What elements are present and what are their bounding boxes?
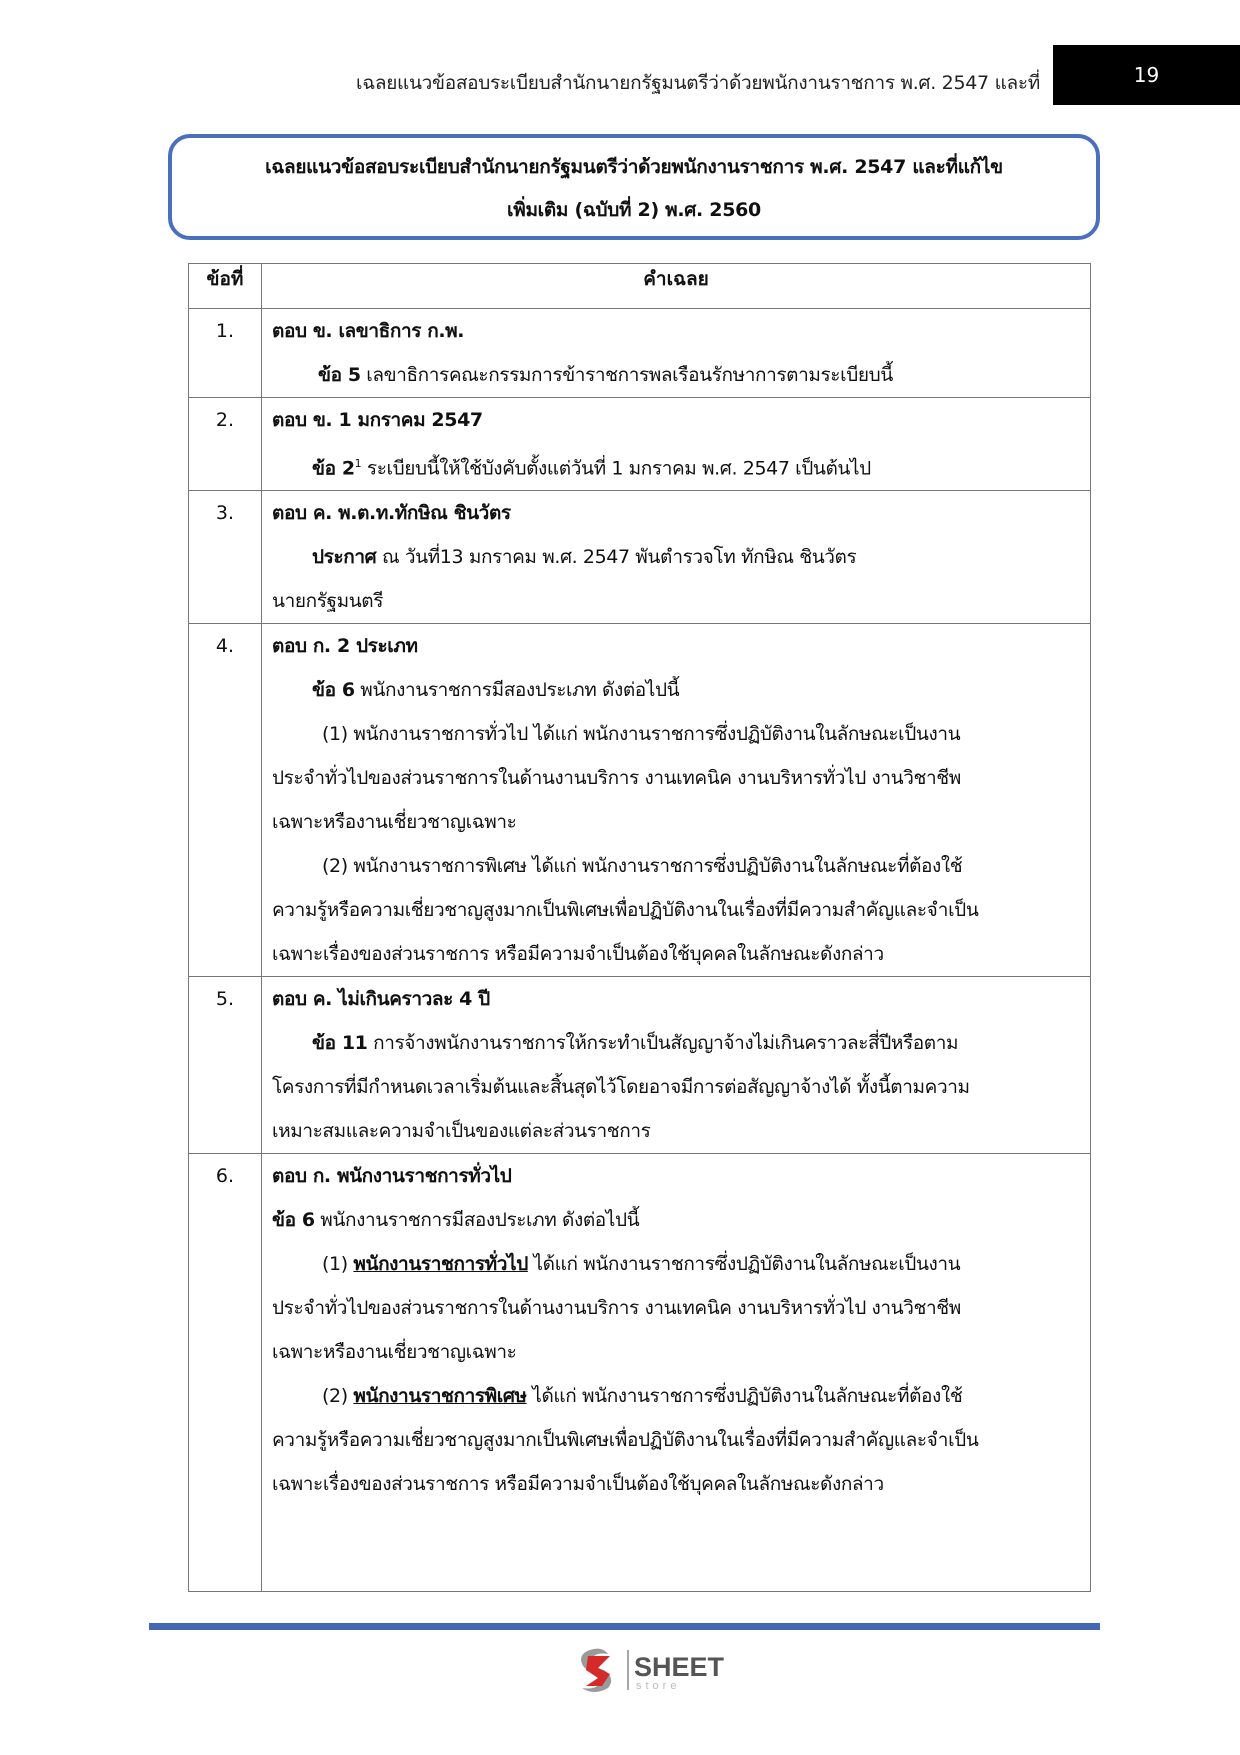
answer-cell [262, 1154, 1091, 1592]
item-number: 3. [189, 491, 262, 624]
table-header-row [189, 264, 1091, 309]
item-number: 4. [189, 624, 262, 977]
answer-line [272, 800, 1090, 844]
text: ประจำทั่วไปของส่วนราชการในด้านงานบริการ งานเทคนิค งานบริหารทั่วไป งานวิชาชีพ [272, 767, 961, 790]
bold-text: ตอบ ก. พนักงานราชการทั่วไป [272, 1165, 512, 1188]
bold-text: ตอบ ค. พ.ต.ท.ทักษิณ ชินวัตร [272, 502, 511, 525]
answer-line [272, 756, 1090, 800]
answer-line [272, 932, 1090, 976]
text: เฉพาะเรื่องของส่วนราชการ หรือมีความจำเป็นต้องใช้บุคคลในลักษณะดังกล่าว [272, 1473, 884, 1496]
answer-line [272, 1330, 1090, 1374]
logo-subtext: store [636, 1680, 681, 1692]
text: ประจำทั่วไปของส่วนราชการในด้านงานบริการ งานเทคนิค งานบริหารทั่วไป งานวิชาชีพ [272, 1297, 961, 1320]
bold-text: ตอบ ก. 2 ประเภท [272, 635, 418, 658]
answer-line [272, 977, 1090, 1021]
answer-line [272, 1418, 1090, 1462]
bold-text: ข้อ 5 [318, 364, 361, 386]
table-row [189, 398, 1091, 491]
answer-line [272, 579, 1090, 623]
text: (1) [322, 1253, 354, 1276]
answer-line [272, 353, 1090, 397]
text: ได้แก่ พนักงานราชการซึ่งปฏิบัติงานในลักษณะเป็นงาน [527, 1253, 961, 1276]
underlined-term: พนักงานราชการพิเศษ [353, 1385, 527, 1408]
bold-text: ข้อ 11 [312, 1032, 368, 1055]
text: เหมาะสมและความจำเป็นของแต่ละส่วนราชการ [272, 1120, 651, 1143]
answer-cell [262, 309, 1091, 398]
answer-line [272, 1242, 1090, 1286]
table-row [189, 624, 1091, 977]
text: 1 [354, 457, 362, 470]
answer-line [272, 398, 1090, 442]
text: ความรู้หรือความเชี่ยวชาญสูงมากเป็นพิเศษเพื่อปฏิบัติงานในเรื่องที่มีความสำคัญและจำเป็น [272, 899, 979, 922]
table-row [189, 309, 1091, 398]
answer-line [272, 1462, 1090, 1506]
answer-cell [262, 977, 1091, 1154]
text: นายกรัฐมนตรี [272, 590, 384, 613]
answer-line [272, 309, 1090, 353]
document-title-box [168, 134, 1100, 240]
answer-line [272, 1198, 1090, 1242]
answer-line [272, 712, 1090, 756]
title-line-1: เฉลยแนวข้อสอบระเบียบสำนักนายกรัฐมนตรีว่าด้วยพนักงานราชการ พ.ศ. 2547 และที่แก้ไข [265, 156, 1003, 178]
text: การจ้างพนักงานราชการให้กระทำเป็นสัญญาจ้างไม่เกินคราวละสี่ปีหรือตาม [367, 1032, 959, 1055]
text: เฉพาะหรืองานเชี่ยวชาญเฉพาะ [272, 811, 517, 834]
answer-line [272, 535, 1090, 579]
answer-table [188, 263, 1091, 1592]
text: (2) [322, 1385, 354, 1408]
text: ความรู้หรือความเชี่ยวชาญสูงมากเป็นพิเศษเพื่อปฏิบัติงานในเรื่องที่มีความสำคัญและจำเป็น [272, 1429, 979, 1452]
answer-cell [262, 398, 1091, 491]
text: โครงการที่มีกำหนดเวลาเริ่มต้นและสิ้นสุดไว้โดยอาจมีการต่อสัญญาจ้างได้ ทั้งนี้ตามความ [272, 1076, 970, 1099]
text: (1) พนักงานราชการทั่วไป ได้แก่ พนักงานราชการซึ่งปฏิบัติงานในลักษณะเป็นงาน [322, 723, 961, 746]
header-answer: คำเฉลย [262, 264, 1091, 309]
table-row [189, 1154, 1091, 1592]
answer-line [272, 1109, 1090, 1153]
item-number: 5. [189, 977, 262, 1154]
answer-line [272, 888, 1090, 932]
text: ณ วันที่13 มกราคม พ.ศ. 2547 พันตำรวจโท ทักษิณ ชินวัตร [376, 546, 857, 569]
bold-text: ข้อ 6 [312, 679, 355, 702]
bold-text: ตอบ ค. ไม่เกินคราวละ 4 ปี [272, 988, 490, 1011]
answer-cell [262, 491, 1091, 624]
text: เลขาธิการคณะกรรมการข้าราชการพลเรือนรักษาการตามระเบียบนี้ [360, 364, 893, 386]
text: (2) พนักงานราชการพิเศษ ได้แก่ พนักงานราชการซึ่งปฏิบัติงานในลักษณะที่ต้องใช้ [322, 855, 963, 878]
table-row [189, 977, 1091, 1154]
sheet-store-logo [576, 1644, 746, 1696]
bold-text: ข้อ 2 [312, 457, 355, 480]
answer-line [272, 1154, 1090, 1198]
answer-line [272, 668, 1090, 712]
running-header-title: เฉลยแนวข้อสอบระเบียบสำนักนายกรัฐมนตรีว่าด้วยพนักงานราชการ พ.ศ. 2547 และที่ [356, 72, 1040, 94]
logo-text: SHEET [634, 1652, 725, 1682]
answer-line [272, 1021, 1090, 1065]
text: พนักงานราชการมีสองประเภท ดังต่อไปนี้ [314, 1209, 640, 1232]
item-number: 1. [189, 309, 262, 398]
answer-line [272, 491, 1090, 535]
bold-text: ประกาศ [312, 546, 377, 569]
answer-line [272, 844, 1090, 888]
answer-cell [262, 624, 1091, 977]
table-row [189, 491, 1091, 624]
table-body [189, 309, 1091, 1592]
underlined-term: พนักงานราชการทั่วไป [353, 1253, 528, 1276]
bold-text: ตอบ ข. 1 มกราคม 2547 [272, 409, 483, 431]
header-item-number: ข้อที่ [189, 264, 262, 309]
answer-line [272, 1065, 1090, 1109]
bold-text: ข้อ 6 [272, 1209, 315, 1232]
answer-line [272, 624, 1090, 668]
text: พนักงานราชการมีสองประเภท ดังต่อไปนี้ [354, 679, 680, 702]
text: ได้แก่ พนักงานราชการซึ่งปฏิบัติงานในลักษณะที่ต้องใช้ [526, 1385, 963, 1408]
text: เฉพาะหรืองานเชี่ยวชาญเฉพาะ [272, 1341, 517, 1364]
text: ระเบียบนี้ให้ใช้บังคับตั้งแต่วันที่ 1 มกราคม พ.ศ. 2547 เป็นต้นไป [361, 457, 871, 480]
item-number: 2. [189, 398, 262, 491]
bold-text: ตอบ ข. เลขาธิการ ก.พ. [272, 320, 465, 342]
page-number-box [1053, 45, 1240, 105]
text: เฉพาะเรื่องของส่วนราชการ หรือมีความจำเป็นต้องใช้บุคคลในลักษณะดังกล่าว [272, 943, 884, 966]
item-number: 6. [189, 1154, 262, 1592]
answer-line [272, 1374, 1090, 1418]
page-number: 19 [1133, 63, 1160, 87]
footer-rule [149, 1623, 1100, 1630]
title-line-2: เพิ่มเติม (ฉบับที่ 2) พ.ศ. 2560 [507, 199, 761, 221]
answer-line [272, 1286, 1090, 1330]
answer-line [272, 442, 1090, 490]
